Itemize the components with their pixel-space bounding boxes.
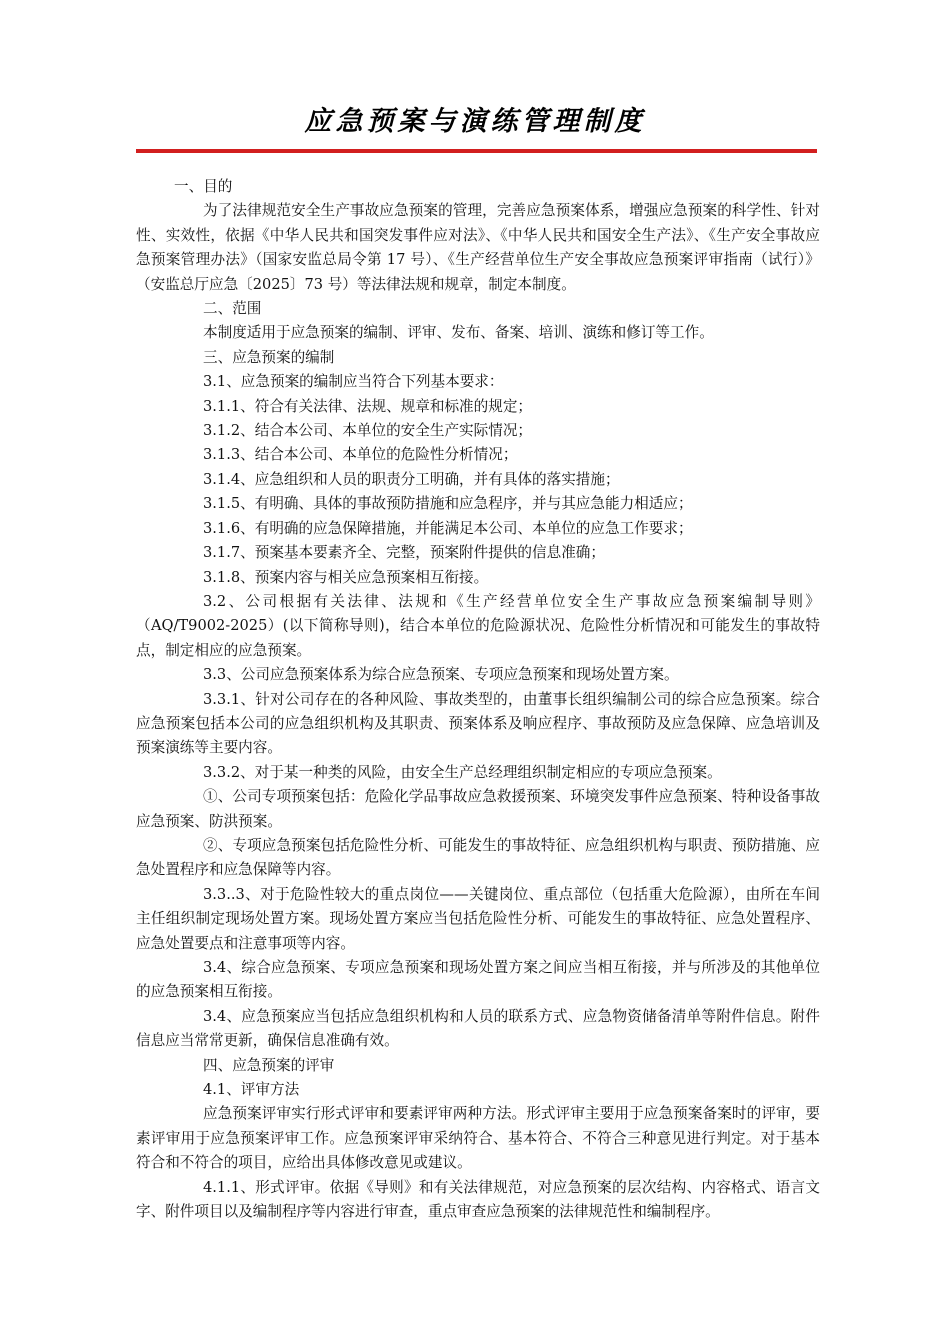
paragraph: ②、专项应急预案包括危险性分析、可能发生的事故特征、应急组织机构与职责、预防措施、应急处置程序和应急保障等内容。 — [136, 836, 820, 879]
paragraph: 3.1、应急预案的编制应当符合下列基本要求： — [203, 373, 504, 391]
document-body — [136, 175, 820, 1224]
paragraph: 3.1.2、结合本公司、本单位的安全生产实际情况； — [203, 422, 533, 440]
paragraph: 4.1.1、形式评审。依据《导则》和有关法律规范，对应急预案的层次结构、内容格式、语言文字、附件项目以及编制程序等内容进行审查，重点审查应急预案的法律规范性和编制程序。 — [136, 1178, 820, 1221]
paragraph: 3.1.5、有明确、具体的事故预防措施和应急程序，并与其应急能力相适应； — [203, 495, 693, 513]
paragraph: 3.1.7、预案基本要素齐全、完整，预案附件提供的信息准确； — [203, 544, 605, 562]
paragraph: 3.3..3、对于危险性较大的重点岗位——关键岗位、重点部位（包括重大危险源），由所在车间主任组织制定现场处置方案。现场处置方案应当包括危险性分析、可能发生的事故特征、应急处置程序、应急处置要点和注意事项等内容。 — [136, 885, 820, 952]
paragraph: 二、范围 — [203, 300, 262, 318]
paragraph: 四、应急预案的评审 — [203, 1056, 335, 1074]
paragraph: 3.2、公司根据有关法律、法规和《生产经营单位安全生产事故应急预案编制导则》（AQ/T9002-2025）(以下简称导则)，结合本单位的危险源状况、危险性分析情况和可能发生的事故特点，制定相应的应急预案。 — [136, 592, 820, 659]
paragraph: 3.4、综合应急预案、专项应急预案和现场处置方案之间应当相互衔接，并与所涉及的其他单位的应急预案相互衔接。 — [136, 959, 820, 1001]
paragraph: ①、公司专项预案包括：危险化学品事故应急救援预案、环境突发事件应急预案、特种设备事故应急预案、防洪预案。 — [136, 788, 820, 830]
paragraph: 应急预案评审实行形式评审和要素评审两种方法。形式评审主要用于应急预案备案时的评审，要素评审用于应急预案评审工作。应急预案评审采纳符合、基本符合、不符合三种意见进行判定。对于基本符合和不符合的项目，应给出具体修改意见或建议。 — [136, 1105, 820, 1172]
paragraph: 3.1.3、结合本公司、本单位的危险性分析情况； — [203, 446, 518, 464]
paragraph: 3.4、应急预案应当包括应急组织机构和人员的联系方式、应急物资储备清单等附件信息。附件信息应当常常更新，确保信息准确有效。 — [136, 1007, 820, 1050]
title-underline — [136, 149, 817, 153]
paragraph: 3.3.2、对于某一种类的风险，由安全生产总经理组织制定相应的专项应急预案。 — [203, 763, 722, 781]
paragraph: 3.1.4、应急组织和人员的职责分工明确，并有具体的落实措施； — [203, 470, 620, 488]
paragraph: 3.1.6、有明确的应急保障措施，并能满足本公司、本单位的应急工作要求； — [203, 519, 693, 537]
paragraph: 4.1、评审方法 — [203, 1081, 300, 1099]
paragraph: 3.3、公司应急预案体系为综合应急预案、专项应急预案和现场处置方案。 — [203, 666, 679, 684]
paragraph: 本制度适用于应急预案的编制、评审、发布、备案、培训、演练和修订等工作。 — [203, 324, 714, 342]
paragraph: 3.3.1、针对公司存在的各种风险、事故类型的，由董事长组织编制公司的综合应急预案。综合应急预案包括本公司的应急组织机构及其职责、预案体系及响应程序、事故预防及应急保障、应急培训及预案演练等主要内容。 — [136, 690, 820, 757]
paragraph: 3.1.1、符合有关法律、法规、规章和标准的规定； — [203, 397, 533, 415]
document-title: 应急预案与演练管理制度 — [304, 106, 646, 137]
paragraph: 一、目的 — [174, 178, 233, 195]
paragraph: 3.1.8、预案内容与相关应急预案相互衔接。 — [203, 568, 489, 586]
paragraph: 三、应急预案的编制 — [203, 348, 335, 366]
paragraph: 为了法律规范安全生产事故应急预案的管理，完善应急预案体系，增强应急预案的科学性、针对性、实效性，依据《中华人民共和国突发事件应对法》、《中华人民共和国安全生产法》、《生产安全事故应急预案管理办法》（国家安监总局令第 17 号）、《生产经营单位生产安全事故应急预案评审指南（试行）》（安监总厅应急〔2025〕73 号）等法律法规和规章，制定本制度。 — [136, 202, 820, 293]
